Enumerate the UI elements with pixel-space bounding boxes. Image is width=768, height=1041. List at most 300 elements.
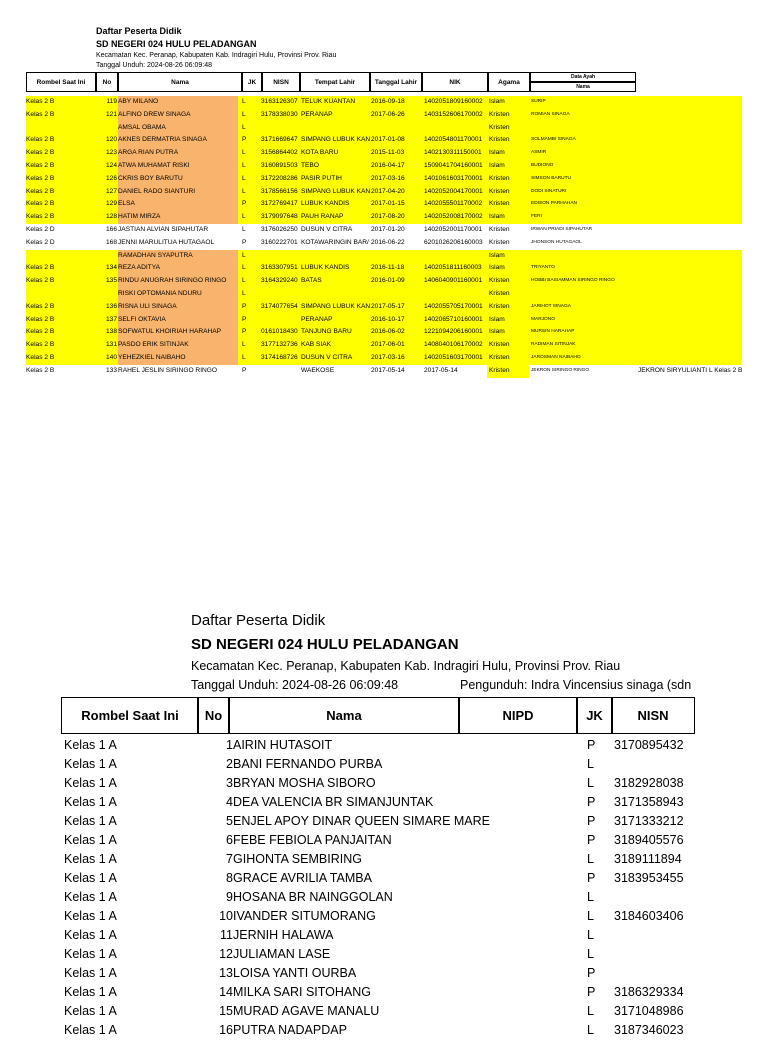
table-row — [0, 352, 768, 365]
cell-nisn: 3163307951 — [261, 264, 298, 272]
cell-no: 8 — [226, 871, 233, 885]
cell-tanggal: 2017-01-20 — [371, 226, 405, 233]
cell-no: 119 — [106, 98, 117, 105]
table-row — [0, 984, 768, 1003]
cell-rombel: Kelas 2 B — [26, 187, 55, 195]
cell-jk: P — [587, 966, 596, 980]
cell-nik: 1401061603170001 — [424, 174, 483, 182]
cell-rombel: Kelas 2 B — [26, 98, 55, 105]
table-row — [0, 794, 768, 813]
cell-nama: ALFINO DREW SINAGA — [118, 110, 191, 118]
table-row — [0, 339, 768, 352]
cell-nama: BANI FERNANDO PURBA — [233, 757, 383, 771]
header-agama: Agama — [488, 72, 530, 92]
cell-nisn: 3178338030 — [261, 110, 298, 118]
cell-nama: PASDO ERIK SITINJAK — [118, 341, 189, 349]
cell-tanggal: 2016-06-02 — [371, 328, 405, 336]
cell-no: 127 — [105, 187, 117, 195]
cell-rombel: Kelas 2 B — [26, 213, 55, 221]
cell-rombel: Kelas 2 B — [26, 149, 55, 157]
cell-nama: GIHONTA SEMBIRING — [233, 852, 362, 866]
cell-jk: P — [242, 315, 247, 323]
header-rombel: Rombel Saat Ini — [61, 697, 199, 734]
cell-nama: HATIM MIRZA — [118, 213, 161, 221]
cell-nisn: 3189405576 — [614, 833, 684, 847]
cell-nisn: 3182928038 — [614, 776, 684, 790]
cell-nama: RISNA ULI SINAGA — [118, 302, 177, 310]
bottom-sheet-download-date: Tanggal Unduh: 2024-08-26 06:09:48 — [191, 678, 399, 692]
header-nisn: NISN — [262, 72, 300, 92]
cell-rombel: Kelas 1 A — [64, 1004, 117, 1018]
cell-ayah: IRWAN PRIADI SIPAHUTAR — [531, 227, 593, 232]
table-row — [0, 224, 768, 237]
header-nisn: NISN — [611, 697, 695, 734]
cell-ayah: TRIYANTO — [531, 265, 555, 271]
cell-jk: P — [242, 366, 247, 374]
cell-nama: AKNES DERMATRIA SINAGA — [118, 136, 207, 144]
header-tempat-lahir: Tempat Lahir — [300, 72, 370, 92]
cell-no: 16 — [219, 1023, 233, 1037]
cell-nama: LOISA YANTI OURBA — [233, 966, 357, 980]
table-row — [0, 737, 768, 756]
cell-agama: Kristen — [489, 226, 510, 233]
cell-nama: BRYAN MOSHA SIBORO — [233, 776, 376, 790]
table-row — [0, 96, 768, 109]
cell-jk: L — [242, 264, 246, 272]
table-row — [0, 186, 768, 199]
cell-jk: L — [242, 213, 246, 221]
cell-rombel: Kelas 1 A — [64, 795, 117, 809]
cell-nik: 1402051603170001 — [424, 354, 483, 361]
cell-jk: L — [242, 341, 246, 349]
cell-rombel: Kelas 1 A — [64, 985, 117, 999]
table-row — [0, 946, 768, 965]
cell-tanggal: 2016-06-22 — [371, 238, 405, 246]
cell-nama: MURAD AGAVE MANALU — [233, 1004, 380, 1018]
cell-tanggal: 2017-01-08 — [371, 136, 405, 144]
cell-rombel: Kelas 2 B — [26, 366, 55, 374]
cell-nama: GRACE AVRILIA TAMBA — [233, 871, 372, 885]
cell-jk: L — [242, 123, 246, 131]
cell-nisn: 3174077654 — [261, 302, 298, 310]
cell-rombel: Kelas 2 B — [26, 328, 55, 336]
cell-tempat: SIMPANG LUBUK KAN — [301, 302, 371, 310]
cell-nisn: 3186329334 — [614, 985, 684, 999]
bottom-sheet — [0, 590, 768, 1037]
cell-nama: ABY MILANO — [118, 98, 159, 105]
cell-agama: Kristen — [489, 200, 510, 208]
cell-agama: Islam — [489, 251, 505, 259]
cell-no: 3 — [226, 776, 233, 790]
top-sheet — [0, 0, 768, 380]
cell-jk: P — [587, 795, 596, 809]
cell-jk: P — [587, 985, 596, 999]
cell-rombel: Kelas 2 B — [26, 264, 55, 272]
cell-nisn: 3184603406 — [614, 909, 684, 923]
cell-no: 128 — [105, 213, 117, 221]
cell-jk: L — [242, 290, 246, 297]
cell-nisn: 3177132736 — [261, 341, 298, 349]
cell-nama: SOFWATUL KHOIRIAH HARAHAP — [118, 328, 222, 336]
top-sheet-download-date: Tanggal Unduh: 2024-08-26 06:09:48 — [96, 62, 212, 69]
table-row — [0, 211, 768, 224]
cell-tanggal: 2017-06-01 — [371, 341, 405, 349]
cell-nama: DANIEL RADO SIANTURI — [118, 187, 196, 195]
cell-nisn: 3160222701 — [261, 238, 298, 246]
cell-jk: P — [587, 833, 596, 847]
cell-jk: P — [242, 200, 247, 208]
cell-agama: Kristen — [489, 277, 510, 285]
table-row — [0, 813, 768, 832]
cell-no: 168 — [105, 238, 117, 246]
cell-nisn: 3171669647 — [261, 136, 298, 144]
cell-tempat: TANJUNG BARU — [301, 328, 352, 336]
cell-nisn: 3178566156 — [261, 187, 298, 195]
cell-tempat: PASIR PUTIH — [301, 174, 342, 182]
cell-rombel: Kelas 2 D — [26, 226, 55, 233]
cell-rombel: Kelas 1 A — [64, 814, 117, 828]
header-jk: JK — [576, 697, 613, 734]
cell-rombel: Kelas 2 B — [26, 354, 55, 361]
bottom-sheet-school-name: SD NEGERI 024 HULU PELADANGAN — [191, 636, 459, 653]
cell-tanggal: 2016-04-17 — [371, 162, 405, 169]
cell-jk: L — [587, 1004, 594, 1018]
header-no: No — [197, 697, 230, 734]
cell-tanggal: 2016-10-17 — [371, 315, 405, 323]
cell-rombel: Kelas 1 A — [64, 776, 117, 790]
cell-nisn: 3160891503 — [261, 162, 298, 169]
cell-rombel: Kelas 1 A — [64, 833, 117, 847]
cell-agama: Kristen — [489, 238, 510, 246]
cell-nama: JASTIAN ALVIAN SIPAHUTAR — [118, 226, 209, 233]
cell-rombel: Kelas 1 A — [64, 871, 117, 885]
cell-nama: ELSA — [118, 200, 135, 208]
cell-tempat: SIMPANG LUBUK KAN — [301, 187, 371, 195]
cell-tanggal: 2016-01-09 — [371, 277, 405, 285]
cell-no: 10 — [219, 909, 233, 923]
cell-rombel: Kelas 1 A — [64, 890, 117, 904]
cell-ayah: FERI — [531, 214, 542, 220]
table-row — [0, 1022, 768, 1041]
cell-nama: REZA ADITYA — [118, 264, 161, 272]
cell-nama: RAHEL JESLIN SIRINGO RINGO — [118, 366, 218, 374]
table-row — [0, 775, 768, 794]
cell-agama: Islam — [489, 162, 505, 169]
cell-agama: Islam — [489, 264, 505, 272]
cell-jk: L — [587, 757, 594, 771]
cell-agama: Kristen — [489, 187, 510, 195]
cell-nisn: 3183953455 — [614, 871, 684, 885]
cell-nama: RINDU ANUGRAH SIRINGO RINGO — [118, 277, 227, 285]
top-sheet-title: Daftar Peserta Didik — [96, 26, 182, 36]
cell-ayah: JHONSON HUTAGAOL — [531, 239, 582, 245]
cell-nama: HOSANA BR NAINGGOLAN — [233, 890, 393, 904]
cell-ayah: BUDIONO — [531, 163, 554, 168]
cell-rombel: Kelas 2 B — [26, 110, 55, 118]
cell-jk: L — [587, 947, 594, 961]
cell-nisn: 3187346023 — [614, 1023, 684, 1037]
cell-ayah: EDISON PARHAHAN — [531, 201, 578, 207]
header-tanggal-lahir: Tanggal Lahir — [370, 72, 422, 92]
header-no: No — [96, 72, 118, 92]
cell-rombel: Kelas 2 B — [26, 315, 55, 323]
cell-rombel: Kelas 1 A — [64, 909, 117, 923]
cell-tempat: DUSUN V CITRA — [301, 354, 353, 361]
table-row — [0, 275, 768, 288]
cell-agama: Islam — [489, 315, 505, 323]
table-row — [0, 756, 768, 775]
cell-jk: P — [587, 814, 596, 828]
cell-ayah: DODI SINATURI — [531, 188, 567, 194]
cell-jk: L — [242, 162, 246, 169]
header-nipd: NIPD — [458, 697, 578, 734]
cell-tempat: KOTAWARINGIN BAR/ — [301, 238, 369, 246]
cell-jk: P — [242, 328, 247, 336]
cell-jk: L — [587, 928, 594, 942]
cell-tempat: TELUK KUANTAN — [301, 98, 356, 105]
table-row — [0, 889, 768, 908]
cell-agama: Islam — [489, 328, 505, 336]
cell-jk: L — [242, 251, 246, 259]
cell-no: 137 — [105, 315, 117, 323]
table-row — [0, 365, 768, 378]
cell-nama: RISKI OPTOMANIA NDURU — [118, 290, 202, 297]
cell-nama: SELFI OKTAVIA — [118, 315, 166, 323]
cell-agama: Kristen — [489, 123, 510, 131]
header-nama: Nama — [118, 72, 242, 92]
cell-tempat: DUSUN V CITRA — [301, 226, 353, 233]
cell-nik: 1406040901160001 — [424, 277, 483, 285]
cell-nama: ARGA RIAN PUTRA — [118, 149, 179, 157]
cell-tempat: LUBUK KANDIS — [301, 264, 350, 272]
table-row — [0, 314, 768, 327]
table-row — [0, 122, 768, 135]
cell-no: 14 — [219, 985, 233, 999]
cell-nisn: 3170895432 — [614, 738, 684, 752]
cell-no: 4 — [226, 795, 233, 809]
table-row — [0, 262, 768, 275]
cell-nama: ENJEL APOY DINAR QUEEN SIMARE MARE — [233, 814, 491, 828]
cell-nisn: 3171048986 — [614, 1004, 684, 1018]
cell-tempat: KAB SIAK — [301, 341, 332, 349]
cell-jk: L — [242, 174, 246, 182]
cell-rombel: Kelas 1 A — [64, 852, 117, 866]
header-nama-ayah: Nama — [530, 82, 636, 92]
cell-rombel: Kelas 1 A — [64, 966, 117, 980]
cell-no: 15 — [219, 1004, 233, 1018]
cell-nik: 1221094206160001 — [424, 328, 483, 336]
cell-agama: Kristen — [489, 174, 510, 182]
cell-nik: 1402052004170001 — [424, 187, 483, 195]
cell-no: 133 — [105, 366, 117, 374]
cell-agama: Islam — [489, 98, 505, 105]
cell-nik: 1402130311150001 — [424, 149, 482, 157]
cell-ayah: MURSIN HARAHAP — [531, 329, 575, 335]
cell-jk: L — [242, 110, 246, 118]
cell-nama: AIRIN HUTASOIT — [233, 738, 333, 752]
cell-nisn: 3172208286 — [261, 174, 298, 182]
cell-tempat: KOTA BARU — [301, 149, 339, 157]
cell-no: 140 — [105, 354, 117, 361]
cell-ayah: SURIP — [531, 99, 546, 104]
cell-tanggal: 2017-01-15 — [371, 200, 405, 208]
cell-tanggal: 2017-05-14 — [371, 366, 405, 374]
cell-nisn: 3163126307 — [261, 98, 298, 105]
table-row — [0, 147, 768, 160]
cell-rombel: Kelas 1 A — [64, 1023, 117, 1037]
table-row — [0, 927, 768, 946]
header-nama: Nama — [228, 697, 460, 734]
table-row — [0, 250, 768, 263]
cell-ayah: SIMSON BARUTU — [531, 175, 571, 181]
cell-no: 9 — [226, 890, 233, 904]
cell-jk: P — [587, 871, 596, 885]
cell-agama: Kristen — [489, 366, 510, 374]
cell-jk: L — [587, 852, 594, 866]
cell-agama: Kristen — [489, 136, 510, 144]
cell-rombel: Kelas 2 B — [26, 174, 55, 182]
cell-tanggal: 2017-05-17 — [371, 302, 405, 310]
cell-ayah: SOLMAMBI SINAGA — [531, 137, 576, 143]
table-row — [0, 832, 768, 851]
cell-nisn: 3171358943 — [614, 795, 684, 809]
table-row — [0, 173, 768, 186]
cell-no: 12 — [219, 947, 233, 961]
cell-nama: PUTRA NADAPDAP — [233, 1023, 347, 1037]
table-row — [0, 198, 768, 211]
header-nik: NIK — [422, 72, 488, 92]
cell-jk: L — [242, 226, 246, 233]
table-row — [0, 134, 768, 147]
cell-nama: JERNIH HALAWA — [233, 928, 334, 942]
table-row — [0, 851, 768, 870]
top-sheet-location: Kecamatan Kec. Peranap, Kabupaten Kab. Indragiri Hulu, Provinsi Prov. Riau — [96, 52, 337, 59]
cell-jk: P — [242, 238, 247, 246]
cell-jk: L — [242, 354, 246, 361]
table-row — [0, 870, 768, 889]
cell-rombel: Kelas 2 B — [26, 136, 55, 144]
bottom-sheet-downloader: Pengunduh: Indra Vincensius sinaga (sdn — [460, 678, 692, 692]
cell-agama: Kristen — [489, 302, 510, 310]
cell-nik: 1402055705170001 — [424, 302, 483, 310]
cell-agama: Kristen — [489, 290, 510, 297]
cell-tanggal: 2017-03-16 — [371, 174, 405, 182]
cell-nisn: 3174168726 — [261, 354, 298, 361]
cell-agama: Kristen — [489, 341, 510, 349]
cell-nisn: 0161018430 — [261, 328, 298, 336]
cell-nama: JULIAMAN LASE — [233, 947, 331, 961]
cell-ayah: MARJONO — [531, 316, 555, 322]
cell-no: 135 — [105, 277, 117, 285]
cell-nama: CKRIS BOY BARUTU — [118, 174, 183, 182]
cell-nama: ATWA MUHAMAT RISKI — [118, 162, 190, 169]
cell-tempat: PAUH RANAP — [301, 213, 344, 221]
cell-no: 123 — [105, 149, 117, 157]
cell-jk: P — [242, 136, 247, 144]
table-row — [0, 237, 768, 250]
cell-ayah: HOBBI BASIAMMAN SIRINGO RINGO — [531, 278, 615, 284]
cell-tempat: PERANAP — [301, 110, 333, 118]
bottom-sheet-location: Kecamatan Kec. Peranap, Kabupaten Kab. Indragiri Hulu, Provinsi Prov. Riau — [191, 659, 621, 673]
cell-no: 5 — [226, 814, 233, 828]
cell-ayah: JAROSMAN NAIBAHO — [531, 355, 581, 360]
cell-no: 121 — [105, 110, 117, 118]
cell-nisn: 3176026250 — [261, 226, 298, 233]
cell-no: 166 — [105, 226, 117, 233]
cell-nama: IVANDER SITUMORANG — [233, 909, 376, 923]
cell-nik: 1402054801170001 — [424, 136, 483, 144]
cell-no: 124 — [105, 162, 117, 169]
cell-rombel: Kelas 1 A — [64, 757, 117, 771]
cell-nama: JENNI MARULITUA HUTAGAOL — [118, 238, 215, 246]
cell-no: 136 — [105, 302, 117, 310]
cell-jk: L — [587, 890, 594, 904]
cell-jk: L — [242, 187, 246, 195]
cell-nik: 1402052008170002 — [424, 213, 483, 221]
cell-rombel: Kelas 2 B — [26, 302, 55, 310]
cell-agama: Islam — [489, 213, 505, 221]
cell-ayah: JARIHOT SINAGA — [531, 303, 571, 309]
cell-tempat: TEBO — [301, 162, 319, 169]
cell-nik: 1403152606170002 — [424, 110, 483, 118]
cell-tempat: BATAS — [301, 277, 322, 285]
cell-rombel: Kelas 1 A — [64, 928, 117, 942]
cell-jk: L — [587, 909, 594, 923]
cell-jk: L — [242, 149, 246, 157]
cell-nik: 6201026206160003 — [424, 238, 483, 246]
cell-no: 131 — [105, 341, 117, 349]
cell-nik: 1408040106170002 — [424, 341, 483, 349]
cell-no: 13 — [219, 966, 233, 980]
cell-rombel: Kelas 2 B — [26, 341, 55, 349]
table-row — [0, 288, 768, 301]
table-row — [0, 1003, 768, 1022]
cell-ayah: RADIMAN SITINJAK — [531, 342, 576, 348]
cell-ayah: ROMIAN SINAGA — [531, 111, 570, 117]
cell-nisn: 3171333212 — [614, 814, 684, 828]
cell-nik: 1402055501170002 — [424, 200, 483, 208]
cell-tanggal: 2016-09-18 — [371, 98, 405, 105]
cell-nama: DEA VALENCIA BR SIMANJUNTAK — [233, 795, 434, 809]
cell-rombel: Kelas 2 B — [26, 200, 55, 208]
cell-nik: 1402051809160002 — [424, 98, 483, 105]
top-sheet-school-name: SD NEGERI 024 HULU PELADANGAN — [96, 39, 257, 49]
cell-nisn: 3172769417 — [261, 200, 298, 208]
cell-tanggal: 2016-11-18 — [371, 264, 405, 272]
cell-nama: MILKA SARI SITOHANG — [233, 985, 372, 999]
cell-nisn: 3189111894 — [614, 852, 682, 866]
cell-jk: L — [587, 776, 594, 790]
cell-tanggal: 2017-06-26 — [371, 110, 405, 118]
bottom-sheet-title: Daftar Peserta Didik — [191, 612, 326, 629]
cell-no: 120 — [105, 136, 117, 144]
cell-tempat: SIMPANG LUBUK KAN — [301, 136, 371, 144]
cell-rombel: Kelas 2 B — [26, 277, 55, 285]
cell-tempat: WAEKOSE — [301, 366, 335, 374]
header-jk: JK — [242, 72, 262, 92]
cell-nama: FEBE FEBIOLA PANJAITAN — [233, 833, 392, 847]
cell-tanggal: 2017-03-16 — [371, 354, 405, 361]
table-row — [0, 965, 768, 984]
cell-tempat: PERANAP — [301, 315, 333, 323]
cell-ayah: JEKRON SIRINGO RINGO — [531, 367, 590, 373]
header-data-ayah: Data Ayah — [530, 72, 636, 82]
cell-nik: 2017-05-14 — [424, 366, 458, 374]
cell-no: 1 — [226, 738, 233, 752]
table-row — [0, 908, 768, 927]
cell-nama: RAMADHAN SYAPUTRA — [118, 251, 193, 259]
cell-rombel: Kelas 1 A — [64, 738, 117, 752]
